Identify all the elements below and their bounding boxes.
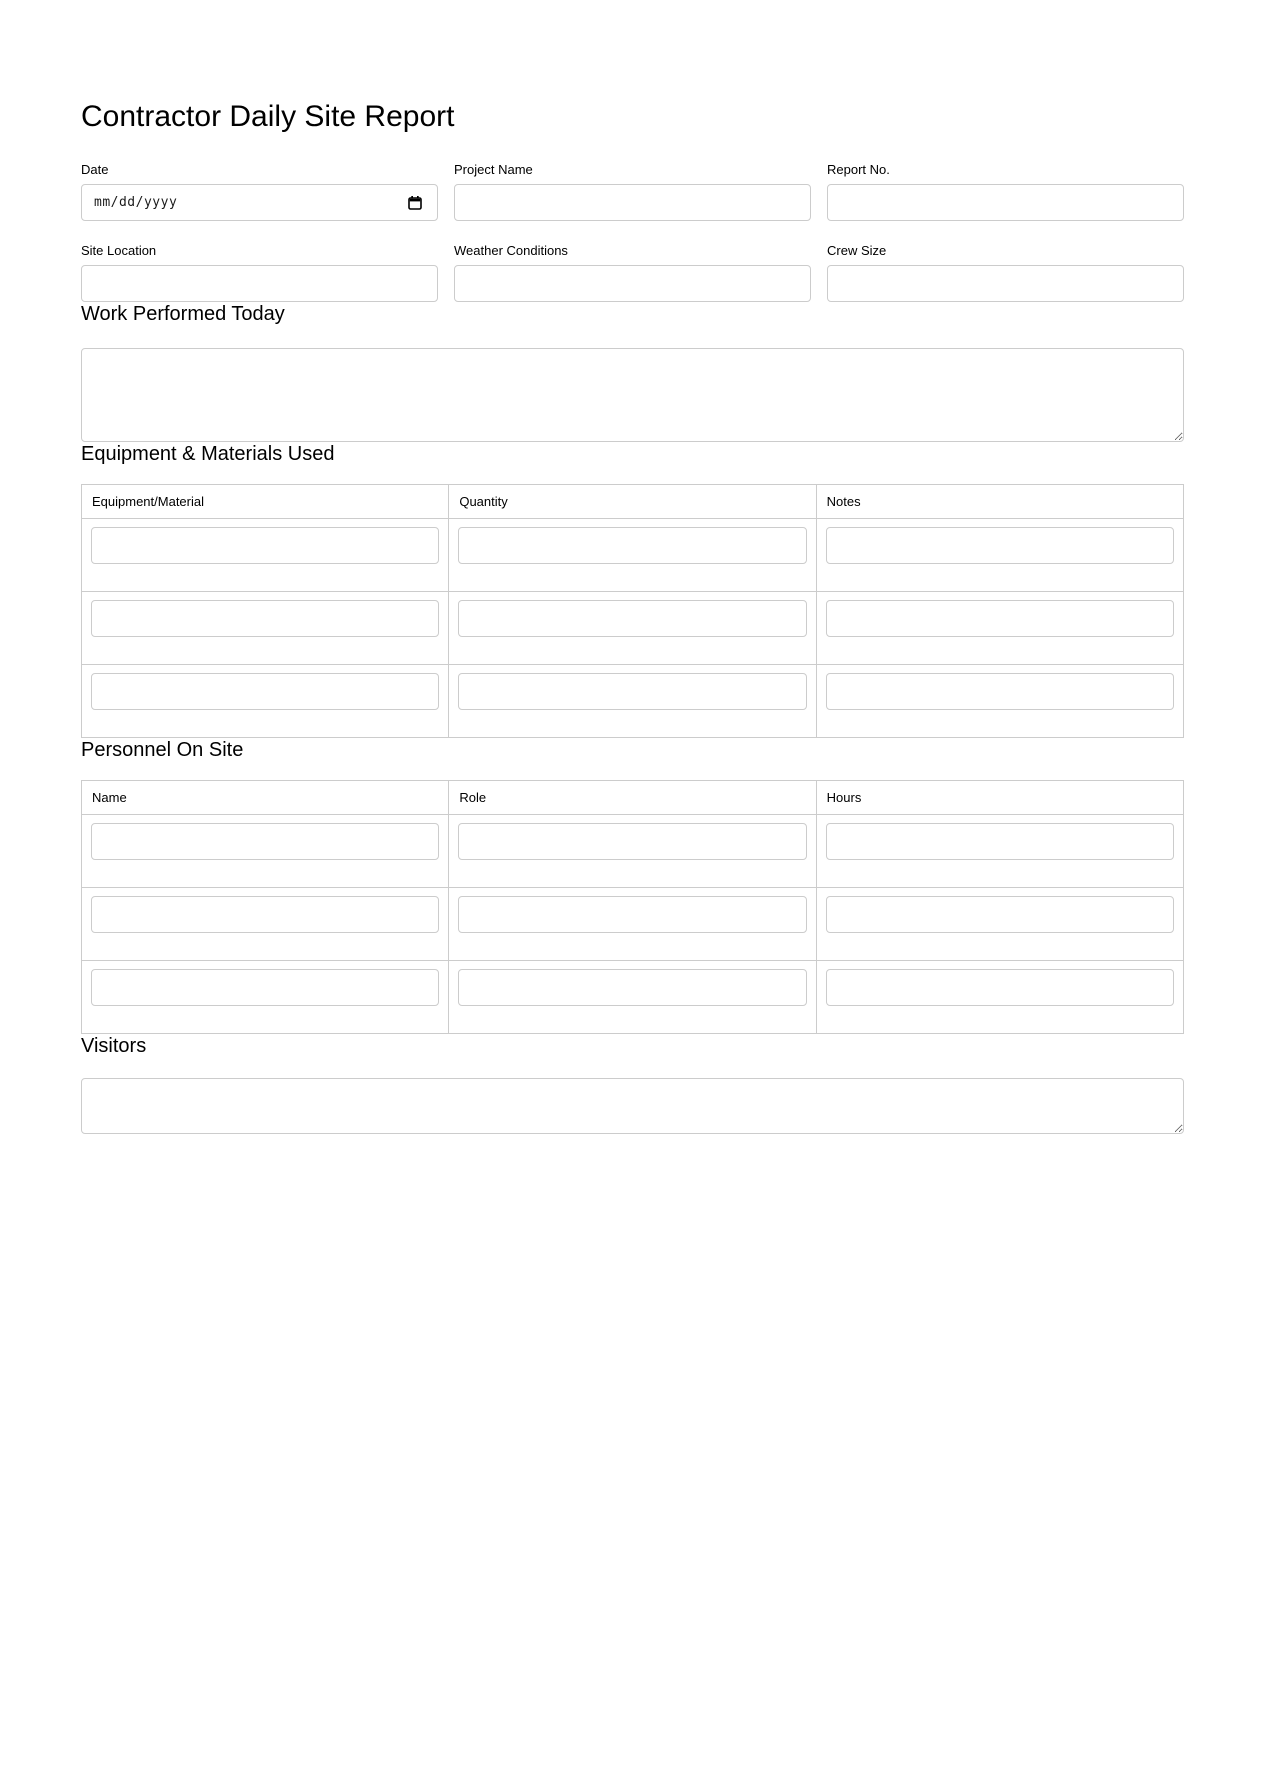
equipment-quantity-input-1[interactable] xyxy=(458,527,806,564)
project-name-field-group xyxy=(454,162,811,221)
equipment-header-row xyxy=(82,485,1184,519)
equipment-quantity-input-2[interactable] xyxy=(458,600,806,637)
personnel-name-input-1[interactable] xyxy=(91,823,439,860)
equipment-heading: Equipment & Materials Used xyxy=(81,443,335,465)
date-placeholder: mm/dd/yyyy xyxy=(94,195,178,210)
crew-size-input[interactable] xyxy=(827,265,1184,302)
site-location-label: Site Location xyxy=(81,243,157,258)
equipment-material-input-2[interactable] xyxy=(91,600,439,637)
site-location-input[interactable] xyxy=(81,265,438,302)
equipment-material-input-1[interactable] xyxy=(91,527,439,564)
project-name-label: Project Name xyxy=(454,162,533,177)
work-performed-heading: Work Performed Today xyxy=(81,303,285,325)
weather-conditions-input[interactable] xyxy=(454,265,811,302)
date-input[interactable] xyxy=(81,184,438,221)
equipment-table-row xyxy=(82,665,1184,738)
page-title: Contractor Daily Site Report xyxy=(81,100,455,133)
report-no-field-group xyxy=(827,162,1184,221)
personnel-role-input-2[interactable] xyxy=(458,896,806,933)
visitors-heading: Visitors xyxy=(81,1035,147,1057)
report-no-label: Report No. xyxy=(827,162,890,177)
personnel-name-input-3[interactable] xyxy=(91,969,439,1006)
weather-conditions-field-group xyxy=(454,243,811,302)
personnel-col-header-role: Role xyxy=(449,781,816,815)
project-name-input[interactable] xyxy=(454,184,811,221)
personnel-table xyxy=(81,780,1184,1034)
personnel-name-input-2[interactable] xyxy=(91,896,439,933)
personnel-table-row xyxy=(82,888,1184,961)
personnel-hours-input-2[interactable] xyxy=(826,896,1174,933)
date-label: Date xyxy=(81,162,109,177)
personnel-heading: Personnel On Site xyxy=(81,739,244,761)
calendar-icon[interactable] xyxy=(407,195,423,211)
personnel-table-row xyxy=(82,961,1184,1034)
equipment-col-header-quantity: Quantity xyxy=(449,485,816,519)
visitors-textarea[interactable] xyxy=(81,1078,1184,1134)
date-field-group xyxy=(81,162,438,221)
personnel-hours-input-1[interactable] xyxy=(826,823,1174,860)
crew-size-label: Crew Size xyxy=(827,243,887,258)
personnel-col-header-name: Name xyxy=(82,781,449,815)
fields-row-1 xyxy=(81,162,1184,221)
personnel-col-header-hours: Hours xyxy=(816,781,1183,815)
equipment-notes-input-1[interactable] xyxy=(826,527,1174,564)
equipment-table-row xyxy=(82,519,1184,592)
personnel-role-input-1[interactable] xyxy=(458,823,806,860)
personnel-hours-input-3[interactable] xyxy=(826,969,1174,1006)
personnel-header-row xyxy=(82,781,1184,815)
site-location-field-group xyxy=(81,243,438,302)
equipment-quantity-input-3[interactable] xyxy=(458,673,806,710)
equipment-col-header-notes: Notes xyxy=(816,485,1183,519)
fields-row-2 xyxy=(81,243,1184,302)
equipment-notes-input-2[interactable] xyxy=(826,600,1174,637)
equipment-table xyxy=(81,484,1184,738)
work-performed-textarea[interactable] xyxy=(81,348,1184,442)
personnel-table-row xyxy=(82,815,1184,888)
equipment-material-input-3[interactable] xyxy=(91,673,439,710)
equipment-col-header-material: Equipment/Material xyxy=(82,485,449,519)
equipment-notes-input-3[interactable] xyxy=(826,673,1174,710)
personnel-role-input-3[interactable] xyxy=(458,969,806,1006)
equipment-table-row xyxy=(82,592,1184,665)
report-no-input[interactable] xyxy=(827,184,1184,221)
weather-conditions-label: Weather Conditions xyxy=(454,243,568,258)
crew-size-field-group xyxy=(827,243,1184,302)
